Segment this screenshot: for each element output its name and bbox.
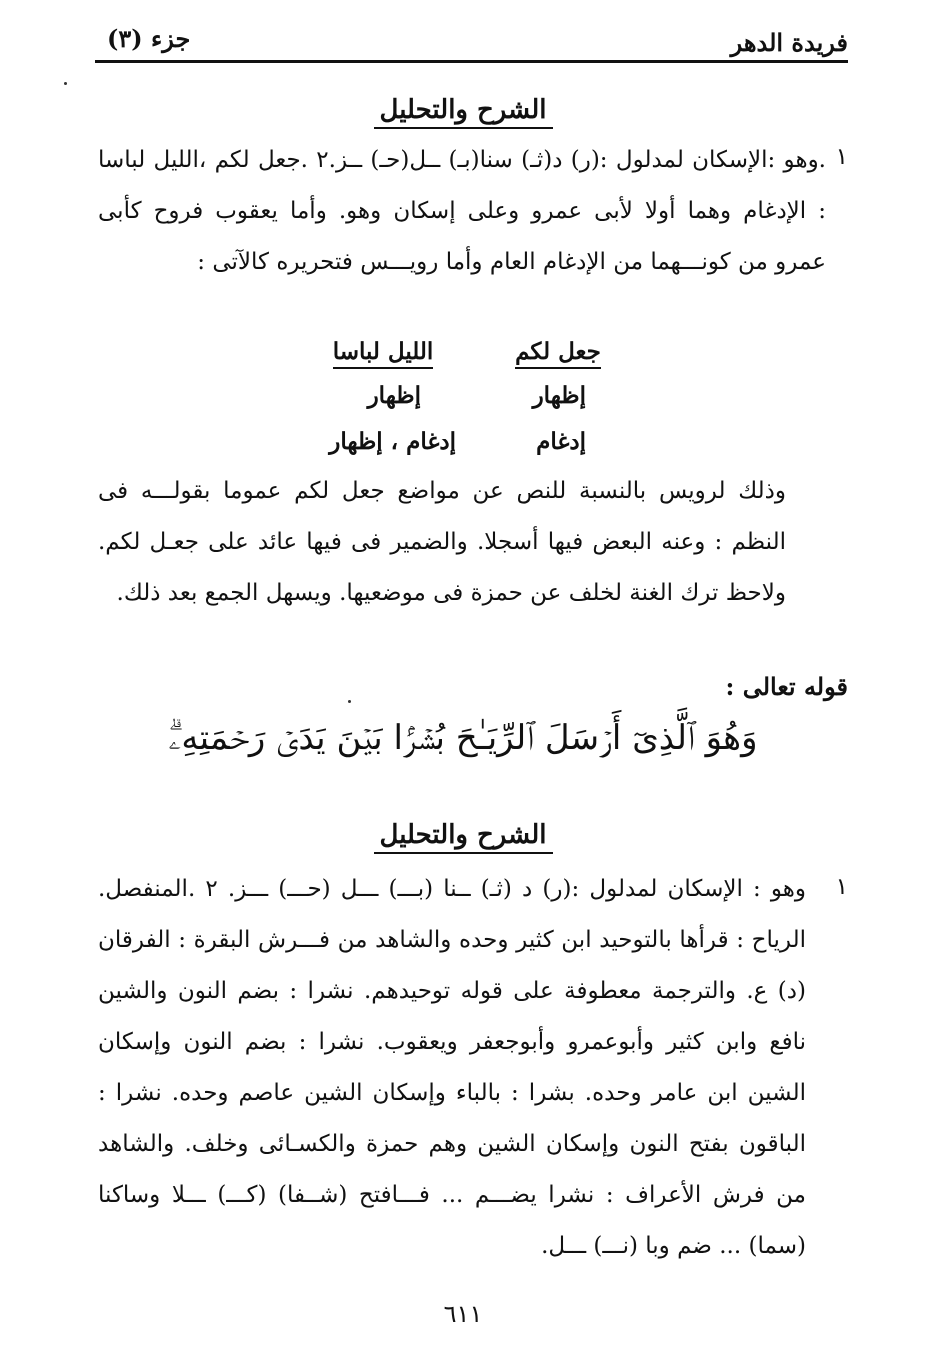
section-title-2 (0, 820, 926, 850)
table-r2-c1: إدغام (536, 428, 586, 455)
header-rule (95, 60, 848, 63)
section-title-1-text: الشرح والتحليل (374, 95, 553, 129)
section-1b-paragraph: وذلك لرويس بالنسبة للنص عن مواضع جعل لكم عموما بقولـــه فى النظم : وعنه البعض فيها أسجلا. والضمير فى فيها عائد على جعـل لكم. ولاحظ ترك الغنة لخلف عن حمزة فى موضعيها. ويسهل الجمع بعد ذلك. (98, 478, 786, 606)
quote-intro: قوله تعالى : (725, 672, 848, 701)
page-number: ٦١١ (443, 1300, 483, 1328)
book-title: فريدة الدهر (730, 28, 848, 57)
table-r1-c1: إظهار (532, 382, 586, 409)
table-col1-header: جعل لكم (508, 338, 608, 369)
table-r1-c2: إظهار (367, 382, 421, 409)
table-r2-c2: إدغام ، إظهار (329, 428, 456, 455)
volume-label: جزء (٣) (107, 24, 191, 53)
scan-speck (64, 82, 67, 85)
section-2-paragraph: وهو : الإسكان لمدلول :(ر) د (ثـ) ــنا (بـــ) ـــل (حـــ) ـــز. ٢ .المنفصل. الرياح : قرأها بالتوحيد ابن كثير وحده والشاهد من فـــرش البقرة : الفرقان (د) ع. والترجمة معطوفة على قوله توحيدهم. نشرا : بضم النون والشين نافع وابن كثير وأبوعمرو وأبوجعفر ويعقوب. نشرا : بضم النون وإسكان الشين ابن عامر وحده. بشرا : بالباء وإسكان الشين عاصم وحده. نشرا : الباقون بفتح النون وإسكان الشين وهم حمزة والكسـائى وخلف. والشاهد من فرش الأعراف : نشرا يضـــم ... فـــافتح (شــفا) (كـــ) ـــلا وساكنا (سما) ... ضم وبا (نـــ) ـــل. (98, 876, 806, 1259)
quran-verse: وَهُوَ ٱلَّذِىٓ أَرۡسَلَ ٱلرِّيَـٰحَ بُشۡرَۢا بَيۡنَ يَدَىۡ رَحۡمَتِهِۦۗ (168, 718, 758, 758)
table-col2-header: الليل لباسا (318, 338, 448, 369)
item-number-1: ١ (835, 144, 848, 170)
section-title-2-text: الشرح والتحليل (374, 820, 553, 854)
scan-speck (348, 700, 351, 703)
section-1-paragraph: .وهو :الإسكان لمدلول :(ر) د(ثـ) سنا(بـ) ــل(حـ) ــز.٢ .جعل لكم ،الليل لباسا : الإدغام وهما أولا لأبى عمرو وعلى إسكان وهو. وأما يعقوب فروح كأبى عمرو من كونـــهما من الإدغام العام وأما رويـــس فتحريره كالآتى : (98, 147, 826, 275)
section-title-1 (0, 95, 926, 125)
running-header (95, 18, 848, 62)
item-number-2: ١ (835, 874, 848, 900)
